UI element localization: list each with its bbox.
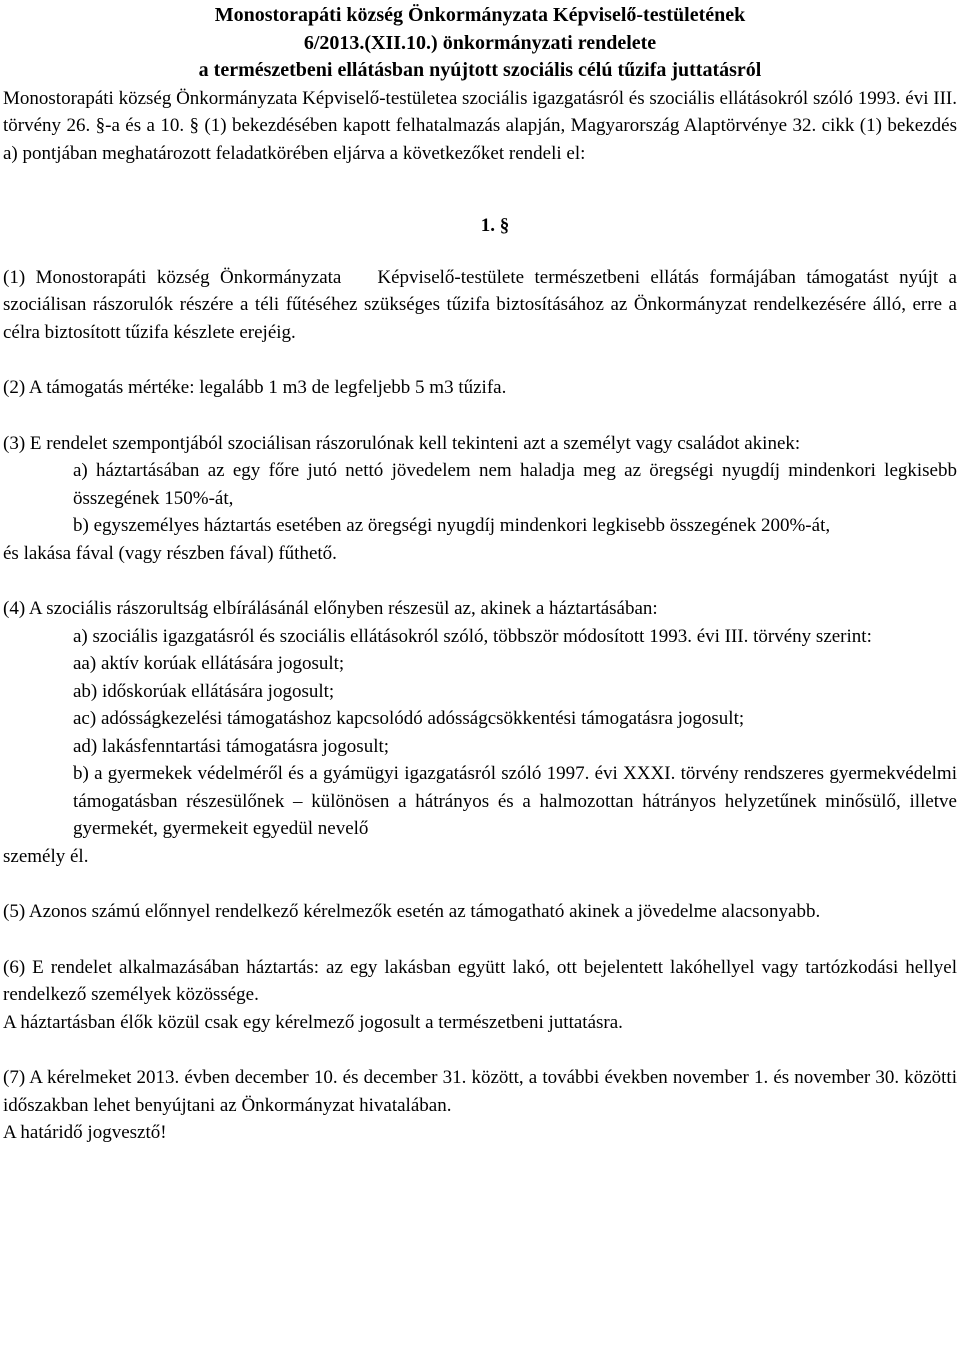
paragraph-6-extra: A háztartásban élők közül csak egy kérelmező jogosult a természetbeni juttatásra. [3,1011,623,1033]
paragraph-4-item-a: a) szociális igazgatásról és szociális ellátásokról szóló, többször módosított 1993. évi III. törvény szerint: [73,625,872,647]
preamble-rest: ellátásokról szóló 1993. évi III. törvény 26. §-a és a 10. § (1) bekezdésében kapott felhatalmazás alapján, Magyarország Alaptörvénye 32. cikk (1) bekezdés a) pontjában meghatározott feladatkörében eljárva a következőket rendeli el: [3,87,958,164]
paragraph-3-item-b: b) egyszemélyes háztartás esetében az öregségi nyugdíj mindenkori legkisebb összegének 200%-át, [73,515,831,536]
title-line-3: a természetbeni ellátásban nyújtott szociális célú tűzifa juttatásról [198,59,762,81]
preamble-part-1: Monostorapáti község Önkormányzata Képviselő-testülete [3,87,449,109]
paragraph-3-item-a: a) háztartásában az egy főre jutó nettó jövedelem nem haladja meg az öregségi nyugdíj mindenkori legkisebb összegének 150%-át, [73,460,957,509]
paragraph-3-intro: (3) E rendelet szempontjából szociálisan rászorulónak kell tekinteni azt a személyt vagy családot akinek: [3,432,801,454]
paragraph-7-main: (7) A kérelmeket 2013. évben december 10. és december 31. között, a további években november 1. és november 30. közötti időszakban lehet benyújtani az Önkormányzat hivatalában. [3,1067,957,1116]
paragraph-7 [3,1064,957,1147]
paragraph-3 [3,430,957,568]
paragraph-5: (5) Azonos számú előnnyel rendelkező kérelmezők esetén az támogatható akinek a jövedelme alacsonyabb. [3,901,821,922]
document-page [3,2,957,1147]
paragraph-4-intro: (4) A szociális rászorultság elbírálásánál előnyben részesül az, akinek a háztartásában: [3,598,658,619]
paragraph-4 [3,595,957,870]
title-line-2: 6/2013.(XII.10.) önkormányzati rendelete [303,31,657,54]
paragraph-4-end: személy él. [3,845,89,867]
paragraph-6-main: (6) E rendelet alkalmazásában háztartás: az egy lakásban együtt lakó, ott bejelentett lakóhellyel vagy tartózkodási hellyel rendelkező személyek közössége. [3,956,957,1005]
paragraph-6 [3,954,957,1037]
paragraph-7-deadline: A határidő jogvesztő! [3,1122,167,1143]
paragraph-4-item-ac: ac) adósságkezelési támogatáshoz kapcsolódó adósságcsökkentési támogatásra jogosult; [73,708,745,729]
section-heading: 1. § [480,215,510,236]
title-line-1: Monostorapáti község Önkormányzata Képviselő-testületének [214,4,746,26]
paragraph-4-item-b: b) a gyermekek védelméről és a gyámügyi igazgatásról szóló 1997. évi XXXI. törvény rendszeres gyermekvédelmi támogatásban részesülőnek – különösen a hátrányos és a halmozottan hátrányos helyzetűnek minősülő, illetve gyermekét, gyermekeit egyedül nevelő [73,763,957,839]
paragraph-3-outro: és lakása fával (vagy részben fával) fűthető. [3,542,337,564]
paragraph-4-item-aa: aa) aktív korúak ellátására jogosult; [73,653,345,674]
preamble [3,85,957,168]
paragraph-4-item-ad: ad) lakásfenntartási támogatásra jogosult; [73,735,390,757]
paragraph-1 [3,264,957,347]
paragraph-2: (2) A támogatás mértéke: legalább 1 m3 de legfeljebb 5 m3 tűzifa. [3,377,507,398]
preamble-part-2: a szociális igazgatásról és szociális [448,87,715,109]
paragraph-4-item-ab: ab) időskorúak ellátására jogosult; [73,680,335,702]
paragraph-1-part-1: (1) Monostorapáti község Önkormányzata [3,266,342,288]
paragraph-1-part-2: Képviselő-testülete természetbeni ellátás formájában támogatást nyújt a szociálisan rászorulók részére a téli fűtéséhez szükséges tűzifa biztosításához az Önkormányzat rendelkezésére álló, erre a célra biztosított tűzifa készlete erejéig. [3,266,957,343]
document-title [3,2,957,85]
